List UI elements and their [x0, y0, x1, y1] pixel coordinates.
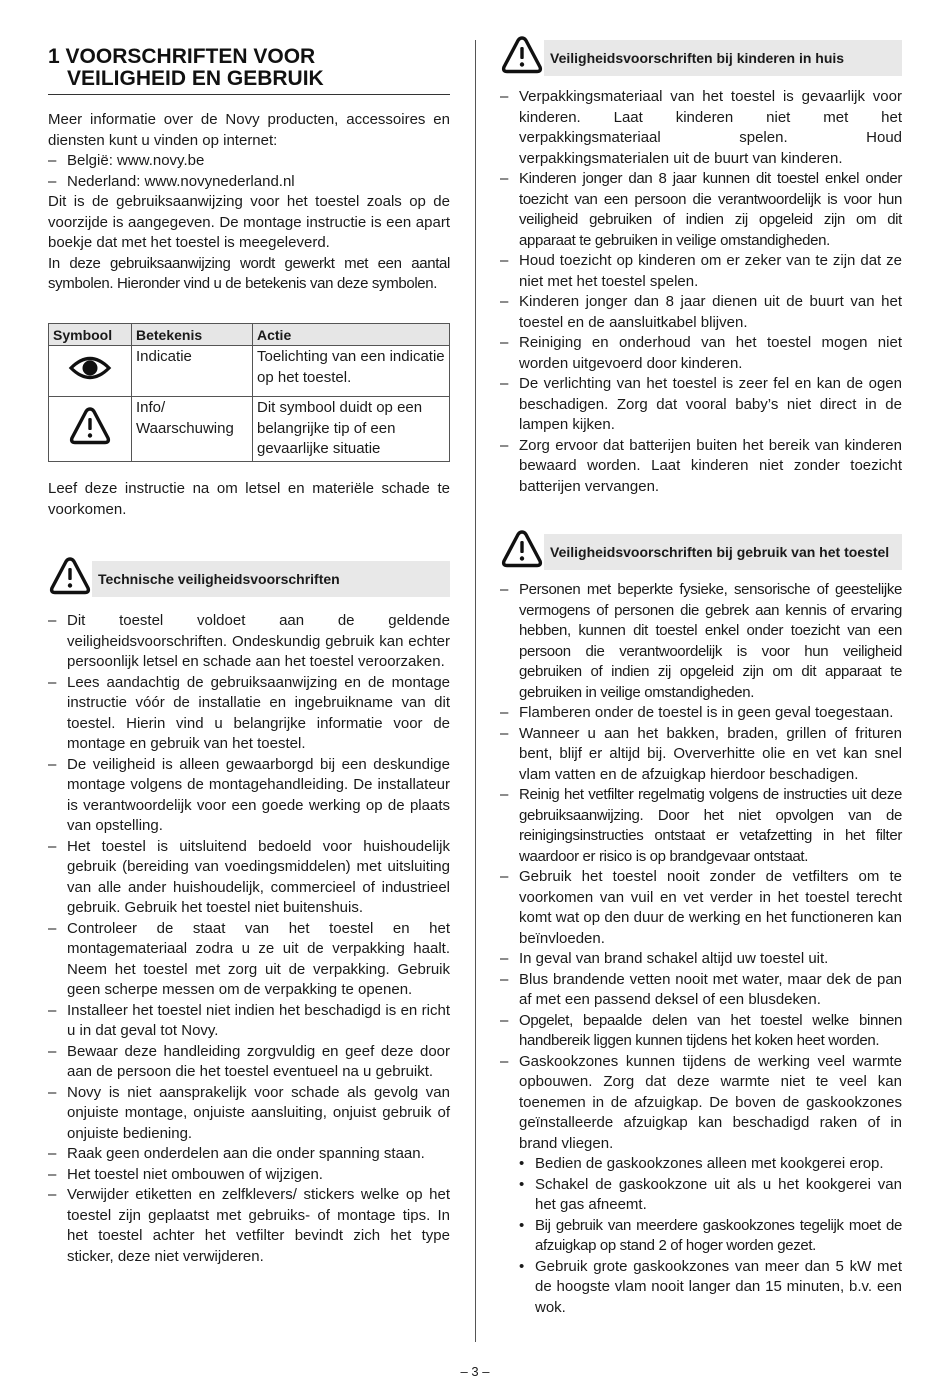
list-item: – Flamberen onder de toestel is in geen geval toegestaan. — [500, 704, 894, 721]
eye-icon — [68, 353, 112, 383]
action-cell: Toelichting van een indicatie op het toestel. — [253, 346, 450, 397]
symbol-cell — [49, 346, 132, 397]
warning-triangle-icon — [500, 528, 544, 570]
list-item: – Verpakkingsmateriaal van het toestel is gevaarlijk voor kinderen. Laat kinderen niet met het verpakkingsmateriaal spelen. Houd verpakkingsmaterialen uit de buurt van kinderen. — [500, 88, 902, 167]
warning-triangle-icon — [48, 555, 92, 597]
list-item: – Houd toezicht op kinderen om er zeker van te zijn dat ze niet met het toestel spelen. — [500, 252, 902, 290]
meaning-cell: Indicatie — [132, 346, 253, 397]
link-belgium: – België: www.novy.be — [48, 152, 205, 169]
bullet-item: • Bedien de gaskookzones alleen met kookgerei erop. — [519, 1155, 884, 1172]
usage-list — [500, 580, 902, 1318]
meaning-cell: Info/ Waarschuwing — [132, 397, 253, 462]
symbol-table-header — [49, 324, 450, 346]
title-number: 1 — [48, 45, 60, 68]
link-netherlands: – Nederland: www.novynederland.nl — [48, 172, 295, 190]
page-title — [48, 46, 450, 95]
list-item: – Personen met beperkte fysieke, sensorische of geestelijke vermogens of personen die gebrek aan kennis of ervaring hebben, kunnen dit toestel enkel onder toezicht van een persoon die verantwoordelijk is voor hun veiligheid gebruiken of indien zij opgeleid zijn om dit apparaat te gebruiken in veilige omstandigheden. — [500, 581, 902, 701]
usage-section-header — [500, 534, 902, 570]
list-item: – Gaskookzones kunnen tijdens de werking veel warmte opbouwen. Zorg dat deze warmte niet te veel kan toenemen in de afzuigkap. De boven de gaskookzones geïnstalleerde afzuigkap kan beschadigd raken of in brand vliegen. — [500, 1052, 902, 1152]
list-item: – Reiniging en onderhoud van het toestel mogen niet worden uitgevoerd door kinderen. — [500, 334, 902, 372]
list-item: – Bewaar deze handleiding zorgvuldig en geef deze door aan de persoon die het toestel eventueel na u gebruikt. — [48, 1042, 450, 1080]
list-item: – Gebruik het toestel nooit zonder de vetfilters om te voorkomen van vuil en vet verder in het toestel terecht komt wat op den duur de werking en het functioneren kan beïnvloeden. — [500, 868, 902, 947]
list-item: – Raak geen onderdelen aan die onder spanning staan. — [48, 1145, 425, 1162]
warning-triangle-icon — [68, 405, 112, 447]
list-item: – Verwijder etiketten en zelfklevers/ stickers welke op het toestel zijn geplaatst met gebruiks- of montage tips. In het toestel achter het vetfilter bevindt zich het type sticker, deze niet verwijderen. — [48, 1186, 450, 1265]
list-item: – Opgelet, bepaalde delen van het toestel welke binnen handbereik liggen kunnen tijdens het koken heet worden. — [500, 1011, 902, 1049]
list-item: – Kinderen jonger dan 8 jaar kunnen dit toestel enkel onder toezicht van een persoon die verantwoordelijk is voor hun veiligheid gebruiken of indien zij opgeleid zijn om dit apparaat te gebruiken in veilige omstandigheden. — [500, 170, 902, 249]
technical-list — [48, 611, 450, 1267]
section-title: Veiligheidsvoorschriften bij kinderen in huis — [550, 50, 845, 66]
intro-block — [48, 110, 450, 295]
list-item: – Novy is niet aansprakelijk voor schade als gevolg van onjuiste montage, onjuiste aansluiting, onjuist gebruik of onjuiste bediening. — [48, 1083, 450, 1142]
section-title: Technische veiligheidsvoorschriften — [98, 571, 340, 587]
column-divider — [475, 40, 476, 1342]
action-cell: Dit symbool duidt op een belangrijke tip of een gevaarlijke situatie — [253, 397, 450, 462]
intro-paragraph-2: Dit is de gebruiksaanwijzing voor het toestel zoals op de voorzijde is aangegeven. De montage instructie is een apart boekje dat met het toestel is meegeleverd. — [48, 193, 450, 251]
bullet-item: • Schakel de gaskookzone uit als u het kookgerei van het gas afneemt. — [519, 1175, 902, 1213]
col-header-symbol: Symbool — [49, 324, 132, 346]
list-item: – Zorg ervoor dat batterijen buiten het bereik van kinderen bewaard worden. Laat kinderen niet zonder toezicht batterijen vervangen. — [500, 436, 902, 495]
intro-paragraph-1: Meer informatie over de Novy producten, accessoires en diensten kunt u vinden op internet: — [48, 111, 450, 149]
list-item: – In geval van brand schakel altijd uw toestel uit. — [500, 950, 829, 967]
symbol-table — [48, 323, 450, 462]
list-item: – Dit toestel voldoet aan de geldende veiligheidsvoorschriften. Ondeskundig gebruik kan echter persoonlijk letsel en schade aan het toestel veroorzaken. — [48, 612, 450, 670]
list-item: – Installeer het toestel niet indien het beschadigd is en richt u in dat geval tot Novy. — [48, 1001, 450, 1039]
list-item: – Controleer de staat van het toestel en het montagemateriaal zodra u ze uit de verpakking haalt. Neem het toestel met zorg uit de verpakking. Gebruik geen scherpe messen om de verpakking te openen. — [48, 919, 450, 998]
table-row — [49, 346, 450, 397]
title-line-1: VOORSCHRIFTEN VOOR — [65, 45, 316, 68]
intro-paragraph-3: In deze gebruiksaanwijzing wordt gewerkt met een aantal symbolen. Hieronder vind u de betekenis van deze symbolen. — [48, 254, 450, 292]
list-item: – Kinderen jonger dan 8 jaar dienen uit de buurt van het toestel en de aansluitkabel blijven. — [500, 293, 902, 331]
symbol-cell — [49, 397, 132, 462]
table-row — [49, 397, 450, 462]
bullet-item: • Bij gebruik van meerdere gaskookzones tegelijk moet de afzuigkap op stand 2 of hoger worden gezet. — [519, 1216, 902, 1254]
warning-triangle-icon — [500, 34, 544, 76]
title-line-2: VEILIGHEID EN GEBRUIK — [67, 67, 324, 90]
section-title: Veiligheidsvoorschriften bij gebruik van het toestel — [550, 544, 890, 560]
list-item: – Reinig het vetfilter regelmatig volgens de instructies uit deze gebruiksaanwijzing. Door het niet opvolgen van de reinigingsinstructies ontstaat er vetafzetting in het filter waardoor er risico is op brandgevaar ontstaat. — [500, 786, 902, 865]
bullet-item: • Gebruik grote gaskookzones van meer dan 5 kW met de hoogste vlam nooit langer dan 15 minuten, b.v. een wok. — [519, 1257, 902, 1316]
page-number: – 3 – — [460, 1364, 490, 1379]
list-item: – Blus brandende vetten nooit met water, maar dek de pan af met een passend deksel of een blusdeken. — [500, 970, 902, 1008]
col-header-meaning: Betekenis — [132, 324, 253, 346]
technical-section-header — [48, 561, 450, 597]
list-item: – Het toestel is uitsluitend bedoeld voor huishoudelijk gebruik (bereiding van voedingsmiddelen) met uitsluiting van alle ander huishoudelijk, commercieel of industrieel gebruik. Gebruik het toestel niet buitenshuis. — [48, 837, 450, 916]
list-item: – Lees aandachtig de gebruiksaanwijzing en de montage instructie vóór de installatie en ingebruikname van dit toestel. Hierin vind u belangrijke informatie voor de montage en gebruik van het toestel. — [48, 673, 450, 752]
list-item: – De veiligheid is alleen gewaarborgd bij een deskundige montage volgens de montagehandleiding. De installateur is verantwoordelijk voor een goede werking op de plaats van opstelling. — [48, 755, 450, 834]
children-list — [500, 87, 902, 497]
list-item: – Wanneer u aan het bakken, braden, grillen of frituren bent, blijf er altijd bij. Oververhitte olie en vet kan snel vlam vatten en de afzuigkap hierdoor beschadigen. — [500, 724, 902, 783]
list-item: – Het toestel niet ombouwen of wijzigen. — [48, 1165, 323, 1183]
children-section-header — [500, 40, 902, 76]
closing-note: Leef deze instructie na om letsel en materiële schade te voorkomen. — [48, 480, 450, 518]
list-item: – De verlichting van het toestel is zeer fel en kan de ogen beschadigen. Zorg dat vooral baby’s niet direct in de lampen kijken. — [500, 375, 902, 433]
col-header-action: Actie — [253, 324, 450, 346]
